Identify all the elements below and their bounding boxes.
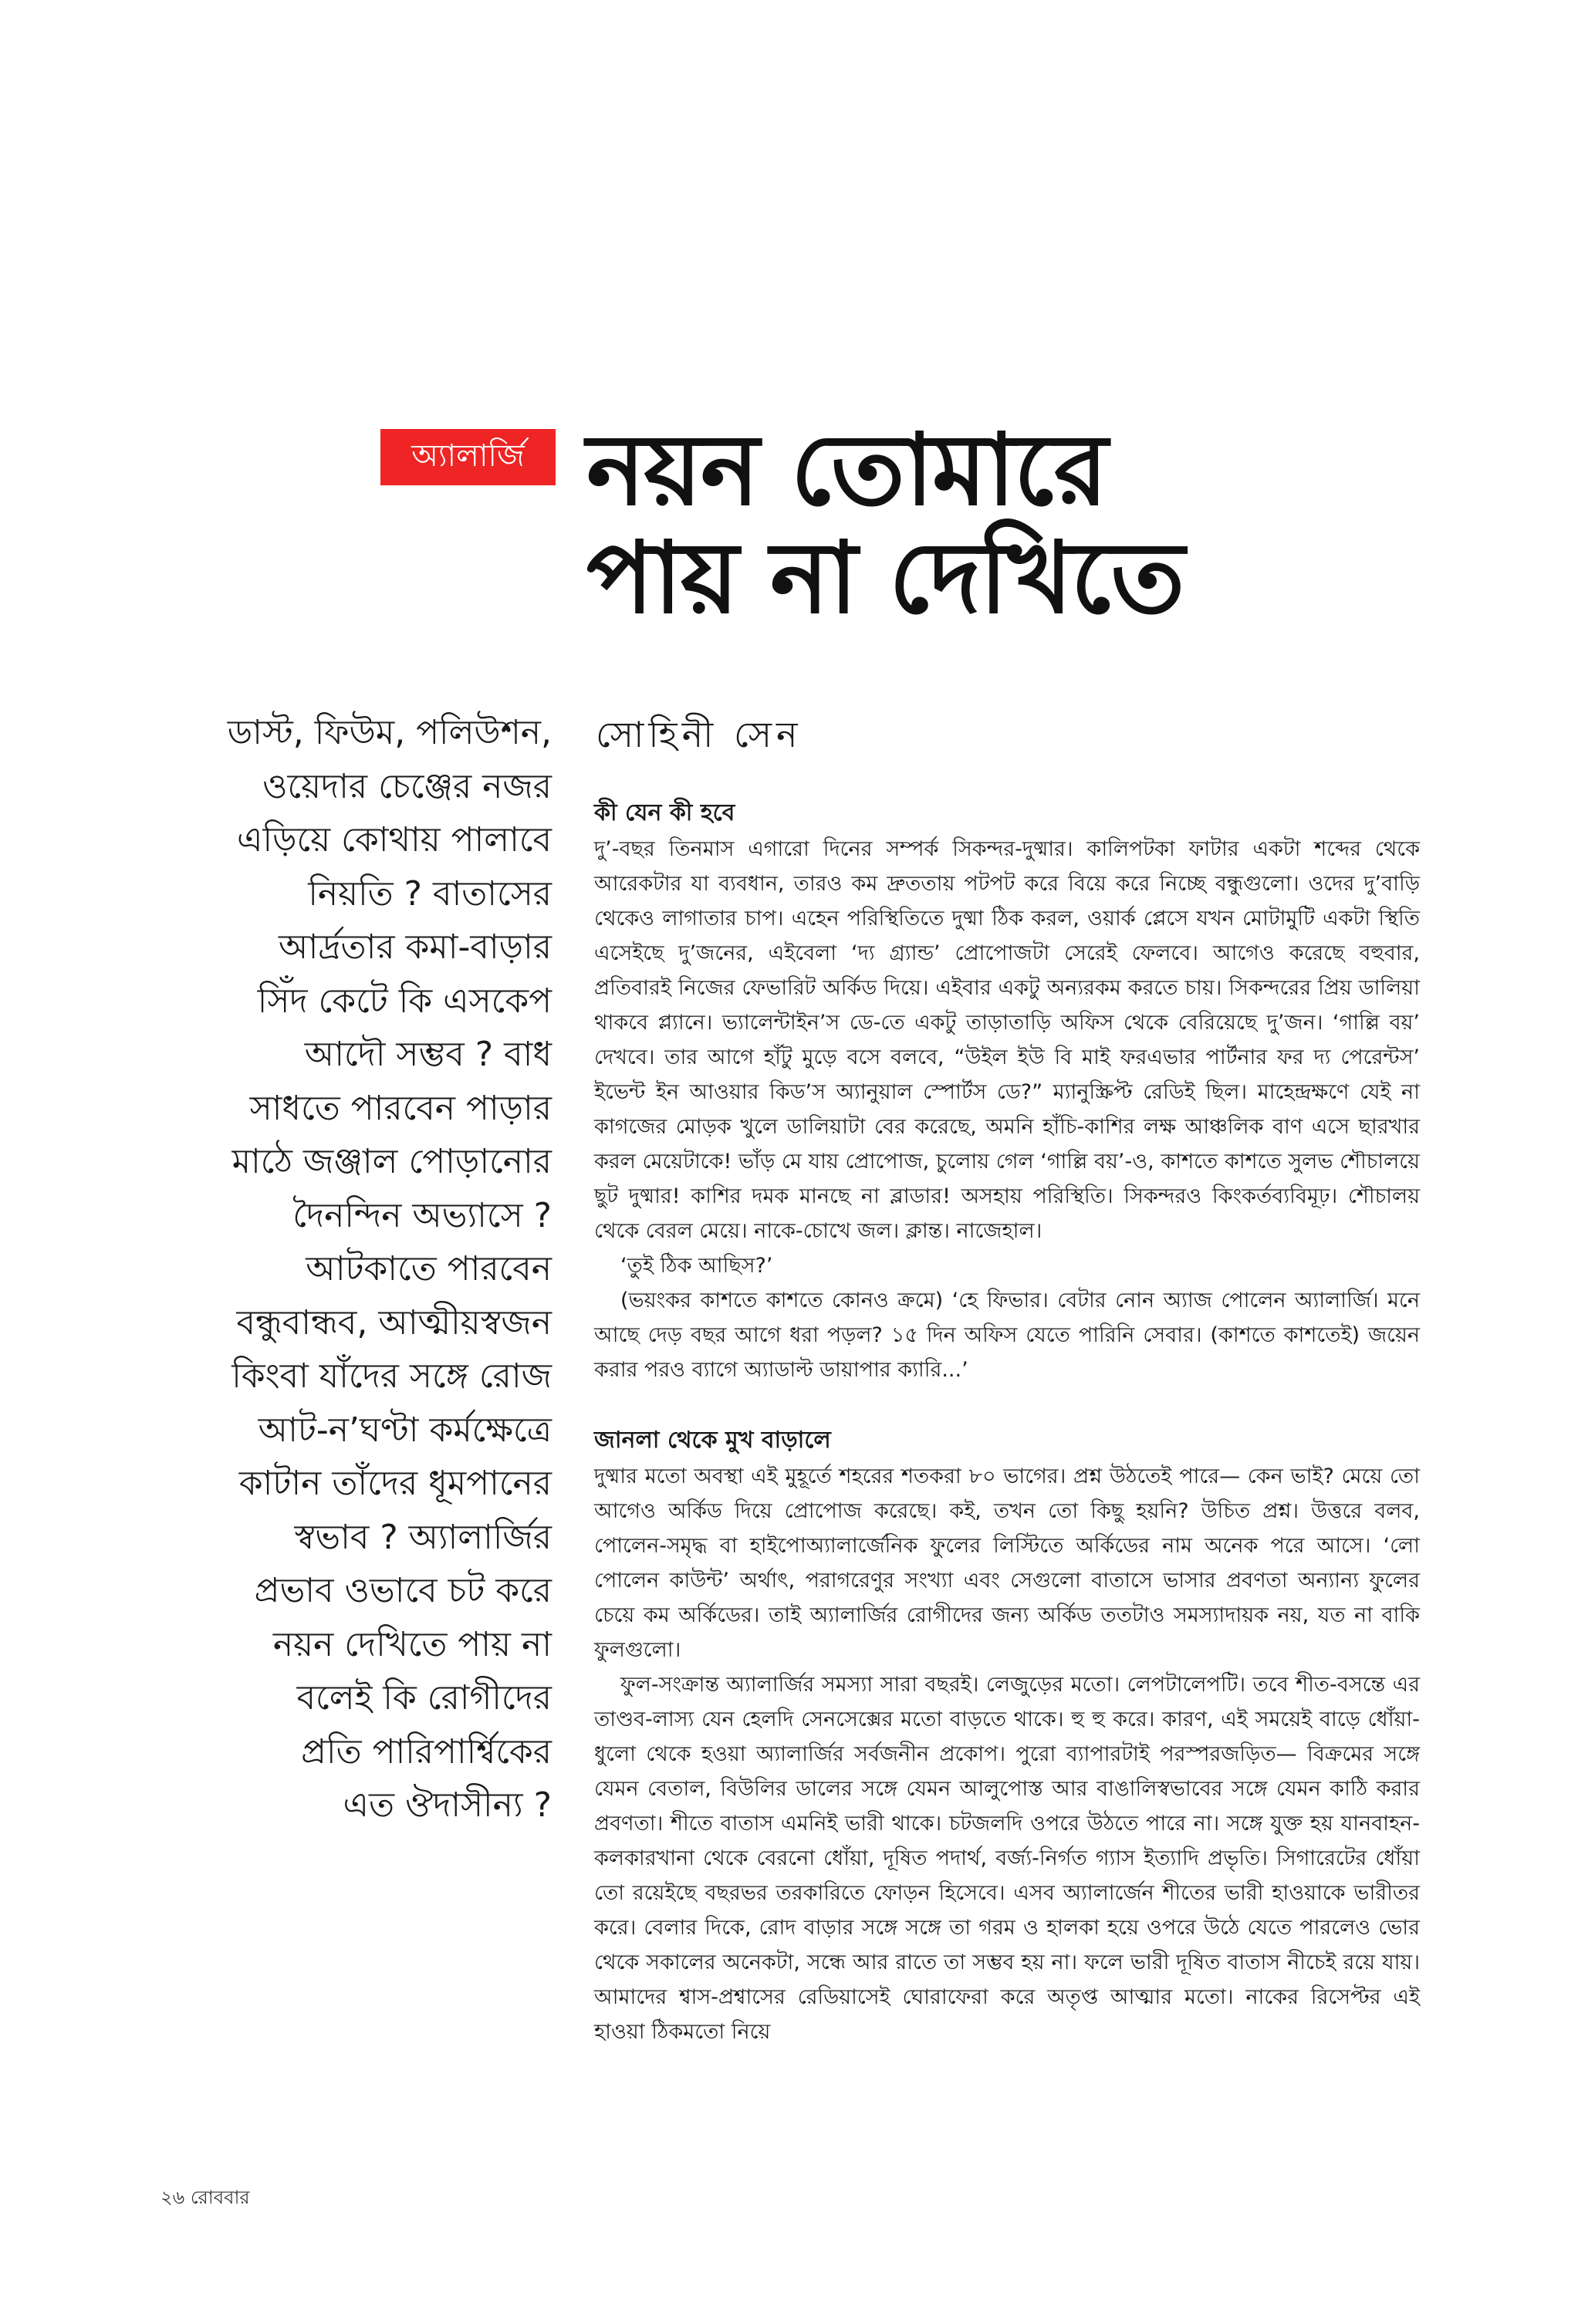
standfirst-line: বলেই কি রোগীদের (296, 1678, 552, 1718)
page-footer (161, 2184, 250, 2214)
headline-line-1: নয়ন তোমারে (586, 413, 1107, 528)
headline (586, 413, 1435, 636)
standfirst-line: প্রতি পারিপার্শ্বিকের (301, 1731, 552, 1772)
standfirst (147, 706, 552, 1833)
paragraph: দুষ্মার মতো অবস্থা এই মুহূর্তে শহরের শতকরা ৮০ ভাগের। প্রশ্ন উঠতেই পারে— কেন ভাই? মেয়ে তো আগেও অর্কিড দিয়ে প্রোপোজ করেছে। কই, তখন তো কিছু হয়নি? উচিত প্রশ্ন। উত্তরে বলব, পোলেন-সমৃদ্ধ বা হাইপোঅ্যালার্জেনিক ফুলের লিস্টিতে অর্কিডের নাম অনেক পরে আসে। ‘লো পোলেন কাউন্ট’ অর্থাৎ, পরাগরেণুর সংখ্যা এবং সেগুলো বাতাসে ভাসার প্রবণতা অন্যান্য ফুলের চেয়ে কম অর্কিডের। তাই অ্যালার্জির রোগীদের জন্য অর্কিড ততটাও সমস্যাদায়ক নয়, যত না বাকি ফুলগুলো। (594, 1464, 1420, 1662)
standfirst-line: মাঠে জঞ্জাল পোড়ানোর (231, 1142, 552, 1181)
standfirst-line: আট-ন’ঘণ্টা কর্মক্ষেত্রে (258, 1410, 552, 1450)
standfirst-line: কিংবা যাঁদের সঙ্গে রোজ (231, 1356, 552, 1396)
standfirst-line: ডাস্ট, ফিউম, পলিউশন, (227, 713, 552, 752)
standfirst-line: আদৌ সম্ভব ? বাধ (304, 1035, 552, 1074)
article-body (594, 795, 1420, 2049)
standfirst-line: কাটান তাঁদের ধূমপানের (238, 1464, 552, 1503)
standfirst-line: প্রভাব ওভাবে চট করে (254, 1571, 552, 1610)
standfirst-line: এত ঔদাসীন্য ? (343, 1785, 552, 1825)
standfirst-line: নয়ন দেখিতে পায় না (272, 1624, 552, 1664)
byline: সোহিনী সেন (596, 714, 803, 755)
section-subhead: কী যেন কী হবে (594, 799, 735, 826)
section-subhead: জানলা থেকে মুখ বাড়ালে (594, 1427, 831, 1454)
standfirst-line: সাধতে পারবেন পাড়ার (249, 1088, 552, 1128)
paragraph: ফুল-সংক্রান্ত অ্যালার্জির সমস্যা সারা বছরই। লেজুড়ের মতো। লেপটালেপটি। তবে শীত-বসন্তে এর তাণ্ডব-লাস্য যেন হেলদি সেনসেক্সের মতো বাড়তে থাকে। হু হু করে। কারণ, এই সময়েই বাড়ে ধোঁয়া-ধুলো থেকে হওয়া অ্যালার্জির সর্বজনীন প্রকোপ। পুরো ব্যাপারটাই পরস্পরজড়িত— বিক্রমের সঙ্গে যেমন বেতাল, বিউলির ডালের সঙ্গে যেমন আলুপোস্ত আর বাঙালিস্বভাবের সঙ্গে যেমন কাঠি করার প্রবণতা। শীতে বাতাস এমনিই ভারী থাকে। চটজলদি ওপরে উঠতে পারে না। সঙ্গে যুক্ত হয় যানবাহন-কলকারখানা থেকে বেরনো ধোঁয়া, দূষিত পদার্থ, বর্জ্য-নির্গত গ্যাস ইত্যাদি প্রভৃতি। সিগারেটের ধোঁয়া তো রয়েইছে বছরভর তরকারিতে ফোড়ন হিসেবে। এসব অ্যালার্জেন শীতের ভারী হাওয়াকে ভারীতর করে। বেলার দিকে, রোদ বাড়ার সঙ্গে সঙ্গে তা গরম ও হালকা হয়ে ওপরে উঠে যেতে পারলেও ভোর থেকে সকালের অনেকটা, সন্ধে আর রাতে তা সম্ভব হয় না। ফলে ভারী দূষিত বাতাস নীচেই রয়ে যায়। আমাদের শ্বাস-প্রশ্বাসের রেডিয়াসেই ঘোরাফেরা করে অতৃপ্ত আত্মার মতো। নাকের রিসেপ্টর এই হাওয়া ঠিকমতো নিয়ে (594, 1673, 1420, 2044)
paragraph: ‘তুই ঠিক আছিস?’ (620, 1254, 773, 1278)
paragraph: (ভয়ংকর কাশতে কাশতে কোনও ক্রমে) ‘হে ফিভার। বেটার নোন অ্যাজ পোলেন অ্যালার্জি। মনে আছে দেড় বছর আগে ধরা পড়ল? ১৫ দিন অফিস যেতে পারিনি সেবার। (কাশতে কাশতেই) জয়েন করার পরও ব্যাগে অ্যাডাল্ট ডায়াপার ক্যারি...’ (594, 1289, 1420, 1382)
standfirst-line: আর্দ্রতার কমা-বাড়ার (279, 927, 552, 967)
standfirst-line: সিঁদ কেটে কি এসকেপ (257, 981, 552, 1021)
standfirst-line: নিয়তি ? বাতাসের (308, 873, 552, 914)
section-tag (380, 429, 556, 485)
standfirst-line: স্বভাব ? অ্যালার্জির (294, 1517, 552, 1557)
page-number: ২৬ (161, 2187, 185, 2208)
standfirst-line: আটকাতে পারবেন (306, 1249, 552, 1289)
headline-line-2: পায় না দেখিতে (586, 521, 1184, 636)
article-section (594, 795, 1420, 1387)
standfirst-line: এড়িয়ে কোথায় পালাবে (237, 820, 552, 860)
section-tag-label: অ্যালার্জি (411, 438, 525, 474)
article-section (594, 1422, 1420, 2049)
publication-name: রোববার (190, 2187, 250, 2208)
standfirst-line: ওয়েদার চেঞ্জের নজর (262, 766, 552, 806)
standfirst-line: দৈনন্দিন অভ্যাসে ? (292, 1195, 552, 1235)
standfirst-line: বন্ধুবান্ধব, আত্মীয়স্বজন (236, 1302, 552, 1343)
paragraph: দু’-বছর তিনমাস এগারো দিনের সম্পর্ক সিকন্দর-দুষ্মার। কালিপটকা ফাটার একটা শব্দের থেকে আরেকটার যা ব্যবধান, তারও কম দ্রুততায় পটপট করে বিয়ে করে নিচ্ছে বন্ধুগুলো। ওদের দু’বাড়ি থেকেও লাগাতার চাপ। এহেন পরিস্থিতিতে দুষ্মা ঠিক করল, ওয়ার্ক প্লেসে যখন মোটামুটি একটা স্থিতি এসেইছে দু’জনের, এইবেলা ‘দ্য গ্র্যান্ড’ প্রোপোজটা সেরেই ফেলবে। আগেও করেছে বহুবার, প্রতিবারই নিজের ফেভারিট অর্কিড দিয়ে। এইবার একটু অন্যরকম করতে চায়। সিকন্দরের প্রিয় ডালিয়া থাকবে প্ল্যানে। ভ্যালেন্টাইন’স ডে-তে একটু তাড়াতাড়ি অফিস থেকে বেরিয়েছে দু’জন। ‘গাল্লি বয়’ দেখবে। তার আগে হাঁটু মুড়ে বসে বলবে, “উইল ইউ বি মাই ফরএভার পার্টনার ফর দ্য পেরেন্টস’ ইভেন্ট ইন আওয়ার কিড’স অ্যানুয়াল স্পোর্টস ডে?” ম্যানুস্ক্রিপ্ট রেডিই ছিল। মাহেন্দ্রক্ষণে যেই না কাগজের মোড়ক খুলে ডালিয়াটা বের করেছে, অমনি হাঁচি-কাশির লক্ষ আঞ্চলিক বাণ এসে ছারখার করল মেয়েটাকে! ভাঁড় মে যায় প্রোপোজ, চুলোয় গেল ‘গাল্লি বয়’-ও, কাশতে কাশতে সুলভ শৌচালয়ে ছুট দুষ্মার! কাশির দমক মানছে না ব্লাডার! অসহায় পরিস্থিতি। সিকন্দরও কিংকর্তব্যবিমূঢ়। শৌচালয় থেকে বেরল মেয়ে। নাকে-চোখে জল। ক্লান্ত। নাজেহাল। (594, 837, 1420, 1243)
